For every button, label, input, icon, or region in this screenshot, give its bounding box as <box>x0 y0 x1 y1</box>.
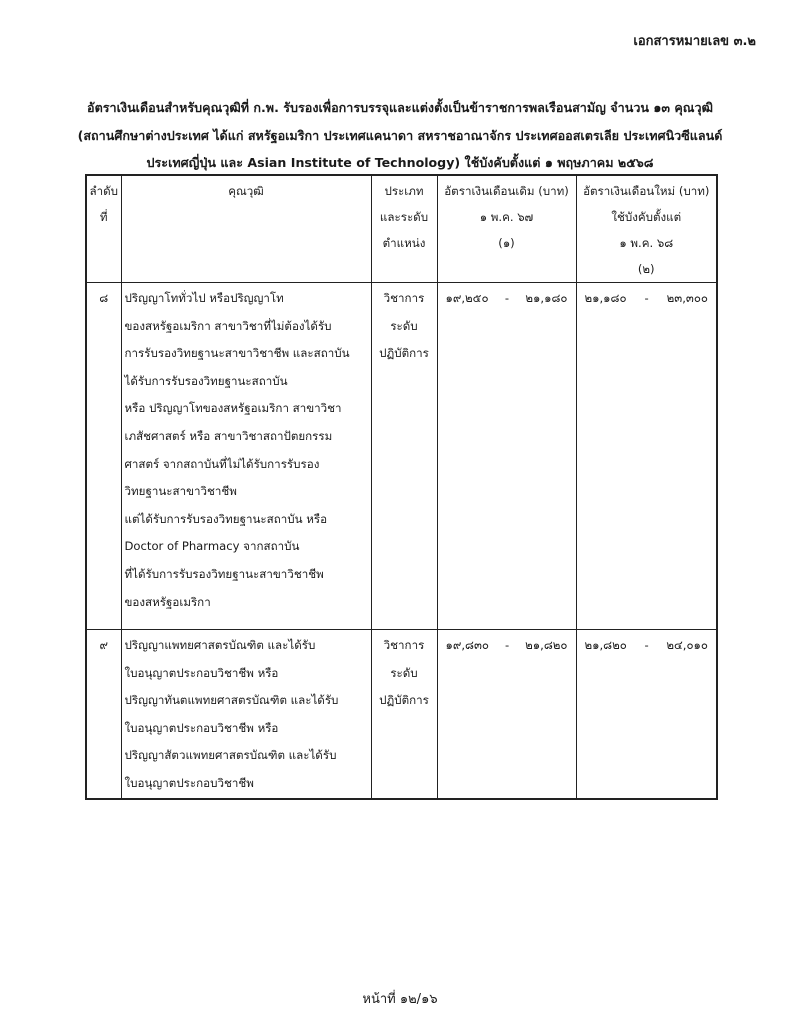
qualification-line: ปริญญาทันตแพทยศาสตรบัณฑิต และได้รับ <box>124 693 339 708</box>
new-salary-range <box>576 630 717 800</box>
header-text: อัตราเงินเดือนเดิม (บาท) <box>444 184 569 198</box>
qualification-line: ใบอนุญาตประกอบวิชาชีพ <box>124 775 254 790</box>
table-header-row <box>86 175 717 283</box>
header-text: (๑) <box>498 236 515 250</box>
qualification-line: ใบอนุญาตประกอบวิชาชีพ หรือ <box>124 720 279 735</box>
qualification-line: Doctor of Pharmacy จากสถาบัน <box>124 539 300 554</box>
qualification-line: เภสัชศาสตร์ หรือ สาขาวิชาสถาปัตยกรรม <box>124 428 333 443</box>
title-line-2: (สถานศึกษาต่างประเทศ ได้แก่ สหรัฐอเมริกา ประเทศแคนาดา สหราชอาณาจักร ประเทศออสเตรเลีย ประเทศนิวซีแลนด์ <box>77 127 723 143</box>
header-qualification <box>121 175 371 283</box>
page-number: หน้าที่ ๑๒/๑๖ <box>362 992 438 1007</box>
title-line-1: อัตราเงินเดือนสำหรับคุณวุฒิที่ ก.พ. รับรองเพื่อการบรรจุและแต่งตั้งเป็นข้าราชการพลเรือนสามัญ จำนวน ๑๓ คุณวุฒิ <box>87 100 713 115</box>
new-salary-range <box>576 283 717 630</box>
range-separator: - <box>644 291 649 305</box>
header-text: ประเภท <box>384 184 424 198</box>
position-type-cell <box>371 283 437 630</box>
row-number: ๙ <box>86 630 121 800</box>
header-old-salary <box>437 175 576 283</box>
qualification-line: การรับรองวิทยฐานะสาขาวิชาชีพ และสถาบัน <box>124 346 350 361</box>
row-number: ๘ <box>86 283 121 630</box>
header-text: อัตราเงินเดือนใหม่ (บาท) <box>583 184 710 198</box>
new-salary-max: ๒๓,๓๐๐ <box>666 291 708 305</box>
range-separator: - <box>644 638 649 652</box>
header-position-type <box>371 175 437 283</box>
header-text: ตำแหน่ง <box>382 236 426 250</box>
position-type-line: วิชาการ <box>383 291 425 305</box>
old-salary-max: ๒๑,๑๘๐ <box>525 291 568 305</box>
qualification-cell <box>121 283 371 630</box>
header-text: ใช้บังคับตั้งแต่ <box>611 210 682 224</box>
position-type-line: ระดับ <box>390 318 418 333</box>
qualification-line: ของสหรัฐอเมริกา <box>124 594 211 609</box>
new-salary-max: ๒๔,๐๑๐ <box>666 638 708 652</box>
table-row <box>86 630 717 800</box>
qualification-line: วิทยฐานะสาขาวิชาชีพ <box>124 484 237 499</box>
position-type-line: ปฏิบัติการ <box>379 693 429 708</box>
position-type-line: ปฏิบัติการ <box>379 346 429 361</box>
header-text: คุณวุฒิ <box>228 184 264 198</box>
header-text: ๑ พ.ค. ๖๗ <box>479 210 534 224</box>
header-text: และระดับ <box>379 210 429 224</box>
qualification-line: ได้รับการรับรองวิทยฐานะสถาบัน <box>124 373 288 388</box>
header-text: ๑ พ.ค. ๖๘ <box>619 236 674 250</box>
range-separator: - <box>504 291 510 305</box>
qualification-line: ใบอนุญาตประกอบวิชาชีพ หรือ <box>124 665 279 680</box>
qualification-line: ปริญญาสัตวแพทยศาสตรบัณฑิต และได้รับ <box>124 748 337 763</box>
qualification-line: ศาสตร์ จากสถาบันที่ไม่ได้รับการรับรอง <box>124 456 320 471</box>
salary-table <box>85 174 718 800</box>
header-no <box>86 175 121 283</box>
new-salary-min: ๒๑,๑๘๐ <box>584 291 627 305</box>
header-text: ที่ <box>99 210 108 224</box>
old-salary-min: ๑๙,๒๕๐ <box>445 291 489 305</box>
qualification-line: ปริญญาโททั่วไป หรือปริญญาโท <box>124 291 284 305</box>
header-text: (๒) <box>637 262 655 276</box>
qualification-line: ปริญญาแพทยศาสตรบัณฑิต และได้รับ <box>124 638 316 652</box>
qualification-line: หรือ ปริญญาโทของสหรัฐอเมริกา สาขาวิชา <box>124 401 342 416</box>
range-separator: - <box>504 638 510 652</box>
new-salary-min: ๒๑,๘๒๐ <box>584 638 627 652</box>
qualification-line: ของสหรัฐอเมริกา สาขาวิชาที่ไม่ต้องได้รับ <box>124 318 332 333</box>
title-line-3: ประเทศญี่ปุ่น และ Asian Institute of Technology) ใช้บังคับตั้งแต่ ๑ พฤษภาคม ๒๕๖๘ <box>146 155 654 170</box>
document-reference: เอกสารหมายเลข ๓.๒ <box>633 34 756 49</box>
position-type-cell <box>371 630 437 800</box>
table-row <box>86 283 717 630</box>
position-type-line: ระดับ <box>390 665 418 680</box>
old-salary-max: ๒๑,๘๒๐ <box>525 638 568 652</box>
old-salary-range <box>437 630 576 800</box>
old-salary-range <box>437 283 576 630</box>
qualification-line: แต่ได้รับการรับรองวิทยฐานะสถาบัน หรือ <box>124 511 328 526</box>
qualification-line: ที่ได้รับการรับรองวิทยฐานะสาขาวิชาชีพ <box>124 566 324 581</box>
position-type-line: วิชาการ <box>383 638 425 652</box>
document-title <box>60 94 740 177</box>
header-new-salary <box>576 175 717 283</box>
header-text: ลำดับ <box>89 184 118 198</box>
qualification-cell <box>121 630 371 800</box>
old-salary-min: ๑๙,๘๓๐ <box>445 638 489 652</box>
